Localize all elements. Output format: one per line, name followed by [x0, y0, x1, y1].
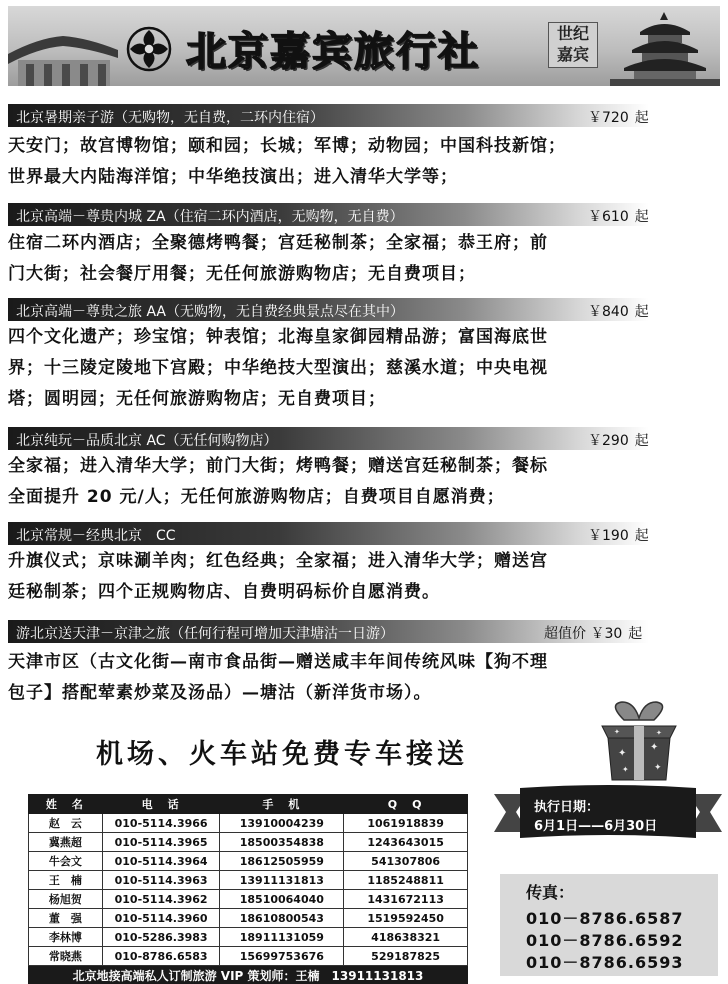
table-row: [29, 890, 468, 909]
itinerary-line: 界；十三陵定陵地下宫殿；中华绝技大型演出；慈溪水道；中央电视: [8, 358, 548, 378]
tour-title: 北京高端－尊贵之旅 AA（无购物，无自费经典景点尽在其中）: [16, 304, 404, 320]
contact-phone: 010-5114.3962: [102, 890, 220, 909]
price-value: ￥720: [588, 110, 629, 126]
contact-name: 赵 云: [29, 814, 103, 833]
fax-number: 010－8786.6592: [526, 931, 684, 950]
schedule-dates: 6月1日——6月30日: [534, 819, 658, 834]
itinerary-line: 全家福；进入清华大学；前门大街；烤鸭餐；赠送宫廷秘制茶；餐标: [8, 456, 548, 476]
itinerary-line: 天津市区（古文化街—南市食品街—赠送咸丰年间传统风味【狗不理: [8, 652, 548, 672]
tour-price: [544, 623, 642, 643]
svg-text:✦: ✦: [654, 763, 662, 773]
contact-mobile: 18500354838: [220, 833, 344, 852]
fax-number: 010－8786.6587: [526, 909, 684, 928]
brand-title: 北京嘉宾旅行社: [186, 29, 480, 75]
contact-mobile: 13910004239: [220, 814, 344, 833]
itinerary-line: 塔；圆明园；无任何旅游购物店；无自费项目；: [8, 389, 386, 409]
free-transfer-slogan: 机场、火车站免费专车接送: [96, 739, 468, 770]
price-suffix: 起: [634, 433, 649, 449]
contact-qq: 1061918839: [344, 814, 468, 833]
price-suffix: 起: [634, 110, 649, 126]
svg-text:✦: ✦: [614, 728, 620, 736]
itinerary-line: 全面提升 20 元/人；无任何旅游购物店；自费项目自愿消费；: [8, 487, 505, 507]
tour-itinerary-summer-family: [8, 131, 720, 193]
tour-title: 北京高端－尊贵内城 ZA（住宿二环内酒店，无购物，无自费）: [16, 209, 404, 225]
table-row: [29, 814, 468, 833]
company-logo-icon: [126, 26, 172, 72]
contact-phone: 010-5114.3964: [102, 852, 220, 871]
itinerary-line: 世界最大内陆海洋馆；中华绝技演出；进入清华大学等；: [8, 167, 458, 187]
price-suffix: 起: [634, 209, 649, 225]
contact-name: 王 楠: [29, 871, 103, 890]
tour-price: [588, 301, 649, 321]
tour-price: [588, 206, 649, 226]
tour-itinerary-za: [8, 228, 720, 290]
palace-roof-illustration: [8, 24, 118, 86]
table-row: [29, 833, 468, 852]
tour-header-aa: [8, 298, 720, 321]
vip-planner-note: 北京地接高端私人订制旅游 VIP 策划师：王楠 13911131813: [29, 966, 468, 984]
contact-name: 董 强: [29, 909, 103, 928]
itinerary-line: 住宿二环内酒店；全聚德烤鸭餐；宫廷秘制茶；全家福；恭王府；前: [8, 233, 548, 253]
tour-price: [588, 430, 649, 450]
contact-qq: 1185248811: [344, 871, 468, 890]
contact-phone: 010-8786.6583: [102, 947, 220, 966]
contact-mobile: 18610800543: [220, 909, 344, 928]
tour-header-ac: [8, 427, 720, 450]
tour-price: [588, 525, 649, 545]
column-header-mobile: 手 机: [220, 795, 344, 814]
century-seal-stamp: [548, 22, 598, 68]
contact-phone: 010-5114.3963: [102, 871, 220, 890]
contact-qq: 529187825: [344, 947, 468, 966]
table-row: [29, 947, 468, 966]
tour-header-summer-family: [8, 104, 720, 127]
schedule-ribbon: [494, 784, 722, 842]
tour-itinerary-cc: [8, 546, 720, 608]
price-value: ￥290: [588, 433, 629, 449]
tour-price: [588, 107, 649, 127]
itinerary-line: 天安门；故宫博物馆；颐和园；长城；军博；动物园；中国科技新馆；: [8, 136, 566, 156]
table-row: [29, 909, 468, 928]
tour-header-tianjin: [8, 620, 720, 643]
table-row: [29, 852, 468, 871]
price-suffix: 起: [634, 304, 649, 320]
contact-mobile: 15699753676: [220, 947, 344, 966]
table-row: [29, 871, 468, 890]
price-prefix: 超值价: [544, 626, 586, 642]
table-row: [29, 928, 468, 947]
tour-itinerary-aa: [8, 322, 720, 415]
contact-qq: 418638321: [344, 928, 468, 947]
tour-header-cc: [8, 522, 720, 545]
price-value: ￥610: [588, 209, 629, 225]
price-value: ￥840: [588, 304, 629, 320]
table-footer-row: [29, 966, 468, 984]
tour-itinerary-ac: [8, 451, 720, 513]
tour-title: 北京纯玩－品质北京 AC（无任何购物店）: [16, 433, 278, 449]
itinerary-line: 升旗仪式；京味涮羊肉；红色经典；全家福；进入清华大学；赠送宫: [8, 551, 548, 571]
gift-box-icon: [594, 698, 684, 782]
contact-name: 冀燕超: [29, 833, 103, 852]
svg-text:✦: ✦: [656, 729, 662, 737]
seal-line-1: 世纪: [556, 24, 589, 43]
price-suffix: 起: [634, 528, 649, 544]
header-banner: [8, 6, 720, 86]
tour-title: 北京常规－经典北京 CC: [16, 528, 176, 544]
contact-mobile: 18911131059: [220, 928, 344, 947]
temple-of-heaven-illustration: [610, 10, 720, 86]
tour-header-za: [8, 203, 720, 226]
contact-phone: 010-5114.3965: [102, 833, 220, 852]
price-suffix: 起: [628, 626, 643, 642]
column-header-phone: 电 话: [102, 795, 220, 814]
contact-name: 杨旭贺: [29, 890, 103, 909]
svg-text:✦: ✦: [650, 742, 659, 753]
contact-name: 李林博: [29, 928, 103, 947]
svg-text:✦: ✦: [622, 765, 629, 774]
contact-mobile: 13911131813: [220, 871, 344, 890]
contact-mobile: 18612505959: [220, 852, 344, 871]
tour-title: 游北京送天津－京津之旅（任何行程可增加天津塘沽一日游）: [16, 626, 394, 642]
itinerary-line: 廷秘制茶；四个正规购物店、自费明码标价自愿消费。: [8, 582, 440, 602]
itinerary-line: 四个文化遗产；珍宝馆；钟表馆；北海皇家御园精品游；富国海底世: [8, 327, 548, 347]
itinerary-line: 门大街；社会餐厅用餐；无任何旅游购物店；无自费项目；: [8, 264, 476, 284]
contact-qq: 1431672113: [344, 890, 468, 909]
contact-qq: 541307806: [344, 852, 468, 871]
fax-label: 传真：: [526, 883, 575, 902]
tour-title: 北京暑期亲子游（无购物，无自费，二环内住宿）: [16, 110, 324, 126]
column-header-name: 姓 名: [29, 795, 103, 814]
contact-qq: 1243643015: [344, 833, 468, 852]
contacts-table: [28, 794, 468, 984]
fax-box: [500, 874, 718, 976]
column-header-qq: Q Q: [344, 795, 468, 814]
fax-number: 010－8786.6593: [526, 953, 684, 972]
contact-phone: 010-5114.3960: [102, 909, 220, 928]
svg-text:✦: ✦: [618, 748, 627, 759]
price-value: ￥190: [588, 528, 629, 544]
contact-phone: 010-5286.3983: [102, 928, 220, 947]
seal-line-2: 嘉宾: [556, 45, 589, 64]
contact-name: 牛会文: [29, 852, 103, 871]
table-header-row: [29, 795, 468, 814]
itinerary-line: 包子】搭配荤素炒菜及汤品）—塘沽（新洋货市场）。: [8, 683, 432, 703]
contact-name: 常晓燕: [29, 947, 103, 966]
contact-phone: 010-5114.3966: [102, 814, 220, 833]
schedule-label: 执行日期：: [534, 800, 600, 815]
contact-qq: 1519592450: [344, 909, 468, 928]
contact-mobile: 18510064040: [220, 890, 344, 909]
price-value: ￥30: [590, 626, 623, 642]
